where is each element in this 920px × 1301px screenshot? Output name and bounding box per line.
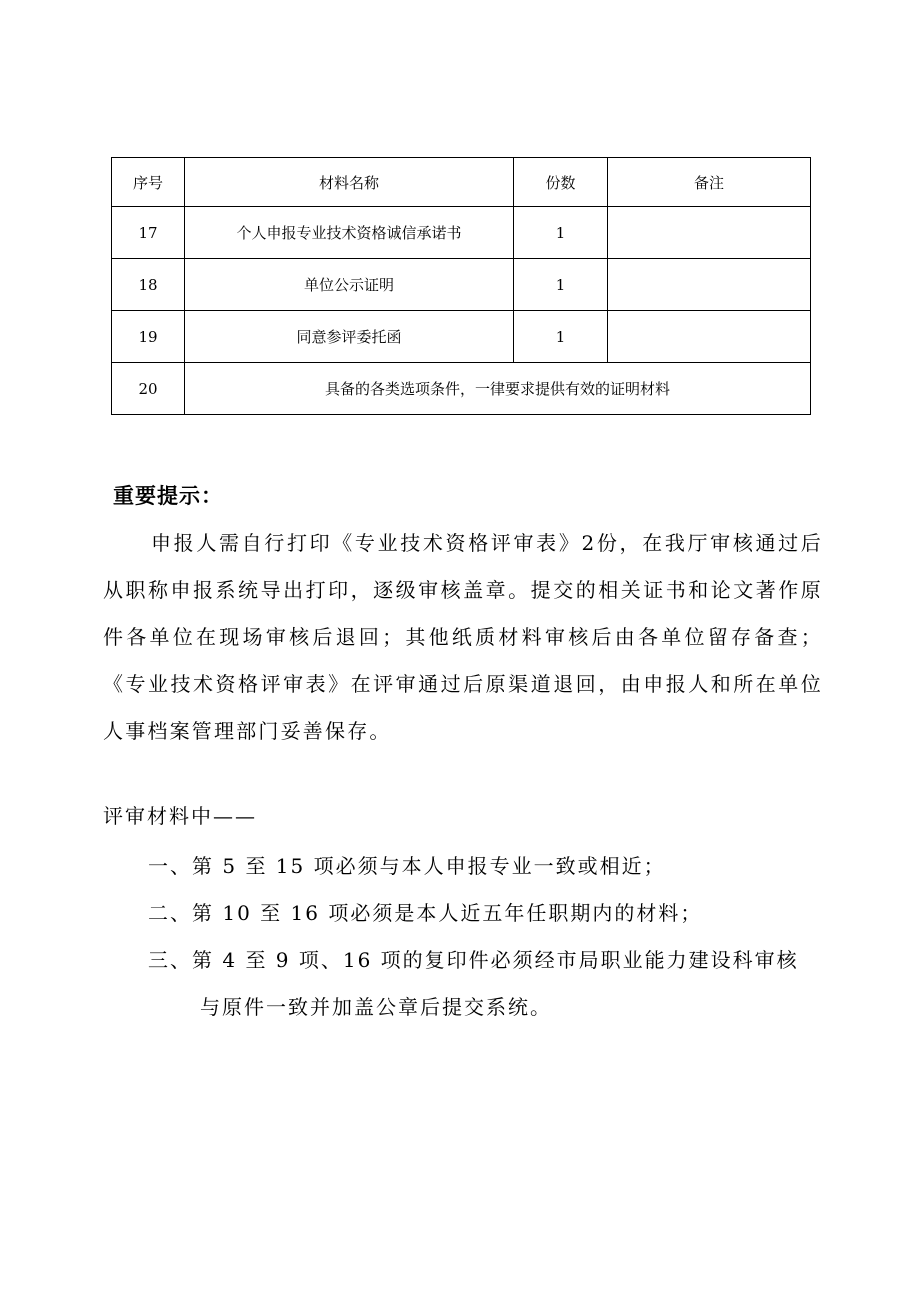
cell-count: 1 (514, 207, 608, 259)
cell-note (608, 207, 811, 259)
cell-count: 1 (514, 259, 608, 311)
table-row (112, 311, 811, 363)
cell-merged-text: 具备的各类选项条件，一律要求提供有效的证明材料 (185, 363, 811, 415)
cell-count: 1 (514, 311, 608, 363)
cell-name: 同意参评委托函 (185, 311, 514, 363)
header-count: 份数 (514, 158, 608, 207)
review-item: 二、第 10 至 16 项必须是本人近五年任职期内的材料； (148, 901, 703, 925)
header-name: 材料名称 (185, 158, 514, 207)
review-item: 一、第 5 至 15 项必须与本人申报专业一致或相近； (148, 854, 666, 878)
cell-note (608, 311, 811, 363)
header-seq: 序号 (112, 158, 185, 207)
cell-name: 单位公示证明 (185, 259, 514, 311)
important-notice-title: 重要提示： (113, 484, 223, 508)
table-header-row (112, 158, 811, 207)
cell-seq: 19 (112, 311, 185, 363)
cell-note (608, 259, 811, 311)
header-note: 备注 (608, 158, 811, 207)
cell-seq: 17 (112, 207, 185, 259)
important-notice-body: 申报人需自行打印《专业技术资格评审表》2份，在我厅审核通过后从职称申报系统导出打印，逐级审核盖章。提交的相关证书和论文著作原件各单位在现场审核后退回；其他纸质材料审核后由各单位留存备查；《专业技术资格评审表》在评审通过后原渠道退回，由申报人和所在单位人事档案管理部门妥善保存。 (103, 531, 823, 743)
materials-table (111, 157, 811, 415)
review-item: 三、第 4 至 9 项、16 项的复印件必须经市局职业能力建设科审核 (148, 948, 799, 972)
table-row (112, 207, 811, 259)
review-item-continuation: 与原件一致并加盖公章后提交系统。 (200, 995, 552, 1019)
review-materials-title: 评审材料中—— (103, 804, 257, 828)
table-row-merged (112, 363, 811, 415)
cell-seq: 18 (112, 259, 185, 311)
cell-seq: 20 (112, 363, 185, 415)
cell-name: 个人申报专业技术资格诚信承诺书 (185, 207, 514, 259)
table-row (112, 259, 811, 311)
